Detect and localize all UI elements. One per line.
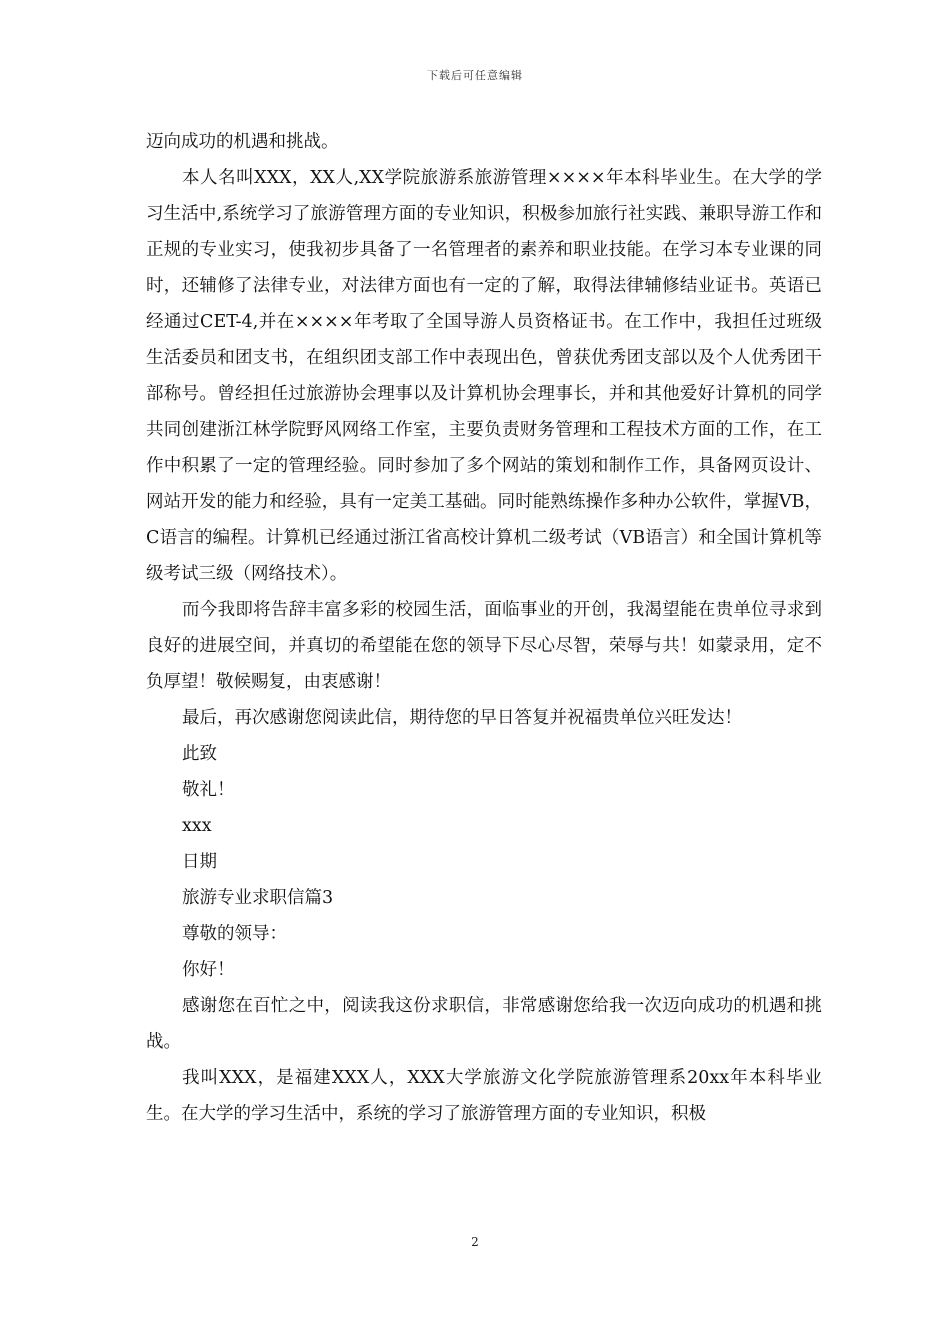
paragraph-opening: 感谢您在百忙之中，阅读我这份求职信，非常感谢您给我一次迈向成功的机遇和挑战。: [146, 996, 822, 1052]
paragraph-continuation: 迈向成功的机遇和挑战。: [146, 132, 339, 152]
signature: xxx: [182, 816, 212, 836]
section-title: 旅游专业求职信篇3: [182, 888, 334, 908]
salutation: 尊敬的领导：: [182, 924, 287, 944]
page-number: 2: [471, 1235, 479, 1249]
page-header: 下载后可任意编辑: [427, 69, 523, 82]
letter-body: [146, 124, 822, 1132]
paragraph-self-introduction: 本人名叫XXX，XX人,XX学院旅游系旅游管理××××年本科毕业生。在大学的学习生活中,系统学习了旅游管理方面的专业知识，积极参加旅行社实践、兼职导游工作和正规的专业实习，使我初步具备了一名管理者的素养和职业技能。在学习本专业课的同时，还辅修了法律专业，对法律方面也有一定的了解，取得法律辅修结业证书。英语已经通过CET-4,并在××××年考取了全国导游人员资格证书。在工作中，我担任过班级生活委员和团支书，在组织团支部工作中表现出色，曾获优秀团支部以及个人优秀团干部称号。曾经担任过旅游协会理事以及计算机协会理事长，并和其他爱好计算机的同学共同创建浙江林学院野风网络工作室，主要负责财务管理和工程技术方面的工作，在工作中积累了一定的管理经验。同时参加了多个网站的策划和制作工作，具备网页设计、网站开发的能力和经验，具有一定美工基础。同时能熟练操作多种办公软件，掌握VB，C语言的编程。计算机已经通过浙江省高校计算机二级考试（VB语言）和全国计算机等级考试三级（网络技术）。: [146, 168, 822, 584]
paragraph-introduction-2: 我叫XXX，是福建XXX人，XXX大学旅游文化学院旅游管理系20xx年本科毕业生。在大学的学习生活中，系统的学习了旅游管理方面的专业知识，积极: [146, 1068, 822, 1124]
paragraph-thanks: 最后，再次感谢您阅读此信，期待您的早日答复并祝福贵单位兴旺发达！: [182, 708, 742, 728]
date-line: 日期: [182, 852, 217, 872]
closing-salute: 敬礼！: [182, 780, 235, 800]
paragraph-aspiration: 而今我即将告辞丰富多彩的校园生活，面临事业的开创，我渴望能在贵单位寻求到良好的进展空间，并真切的希望能在您的领导下尽心尽智，荣辱与共！如蒙录用，定不负厚望！敬候赐复，由衷感谢！: [146, 600, 822, 692]
greeting: 你好！: [182, 960, 235, 980]
closing-phrase: 此致: [182, 744, 217, 764]
